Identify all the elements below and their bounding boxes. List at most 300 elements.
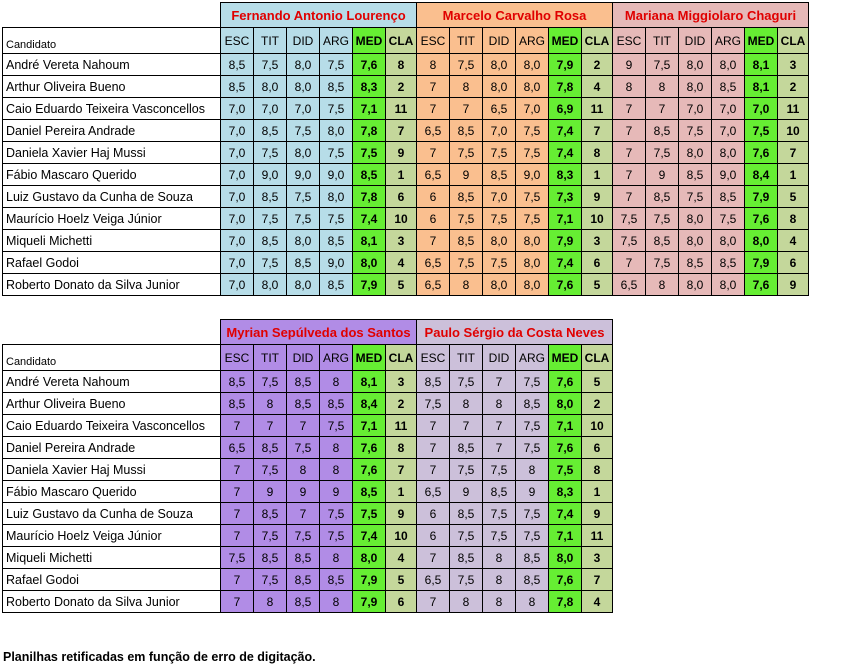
table-row bbox=[3, 142, 809, 164]
score-cell-arg: 8,0 bbox=[516, 252, 549, 274]
candidate-name: Rafael Godoi bbox=[3, 569, 221, 591]
score-cell-esc: 6,5 bbox=[417, 164, 450, 186]
column-header-med: MED bbox=[353, 345, 386, 371]
column-header-med: MED bbox=[353, 28, 386, 54]
score-cell-esc: 7,0 bbox=[221, 164, 254, 186]
candidate-name: Fábio Mascaro Querido bbox=[3, 164, 221, 186]
score-cell-med: 7,8 bbox=[549, 76, 582, 98]
score-cell-did: 7,5 bbox=[483, 525, 516, 547]
score-cell-med: 7,6 bbox=[353, 54, 386, 76]
score-cell-med: 8,0 bbox=[353, 252, 386, 274]
score-cell-cla: 11 bbox=[386, 415, 417, 437]
score-cell-med: 7,6 bbox=[745, 208, 778, 230]
table-row bbox=[3, 415, 613, 437]
scores-table-2 bbox=[2, 319, 613, 613]
column-header-esc: ESC bbox=[417, 28, 450, 54]
score-cell-cla: 9 bbox=[386, 503, 417, 525]
score-cell-did: 7,5 bbox=[483, 503, 516, 525]
score-cell-tit: 7,5 bbox=[646, 208, 679, 230]
column-header-did: DID bbox=[679, 28, 712, 54]
score-cell-arg: 7,5 bbox=[320, 525, 353, 547]
score-cell-tit: 8,5 bbox=[254, 547, 287, 569]
score-cell-med: 8,0 bbox=[549, 393, 582, 415]
score-cell-did: 8,5 bbox=[287, 547, 320, 569]
column-header-arg: ARG bbox=[516, 28, 549, 54]
score-cell-tit: 7,5 bbox=[646, 142, 679, 164]
score-cell-did: 8 bbox=[483, 393, 516, 415]
score-cell-esc: 8,5 bbox=[221, 76, 254, 98]
score-cell-did: 8,0 bbox=[287, 274, 320, 296]
score-cell-arg: 7,5 bbox=[516, 208, 549, 230]
table-row bbox=[3, 230, 809, 252]
score-cell-tit: 8,5 bbox=[254, 186, 287, 208]
judge-header: Marcelo Carvalho Rosa bbox=[417, 3, 613, 28]
score-cell-tit: 7,5 bbox=[254, 569, 287, 591]
score-cell-tit: 8 bbox=[254, 393, 287, 415]
candidate-column-header: Candidato bbox=[3, 345, 221, 371]
score-cell-tit: 8,5 bbox=[646, 186, 679, 208]
judge-header: Myrian Sepúlveda dos Santos bbox=[221, 320, 417, 345]
score-cell-esc: 6,5 bbox=[417, 569, 450, 591]
score-cell-esc: 7 bbox=[221, 481, 254, 503]
score-cell-cla: 4 bbox=[582, 76, 613, 98]
score-cell-arg: 8 bbox=[320, 437, 353, 459]
score-cell-med: 7,5 bbox=[745, 120, 778, 142]
score-cell-arg: 7,5 bbox=[516, 186, 549, 208]
candidate-name: Caio Eduardo Teixeira Vasconcellos bbox=[3, 415, 221, 437]
score-cell-cla: 11 bbox=[582, 525, 613, 547]
table-row bbox=[3, 120, 809, 142]
score-cell-did: 6,5 bbox=[483, 98, 516, 120]
score-cell-tit: 7,5 bbox=[254, 371, 287, 393]
score-cell-arg: 9,0 bbox=[516, 164, 549, 186]
candidate-name: Daniel Pereira Andrade bbox=[3, 437, 221, 459]
score-cell-med: 7,6 bbox=[745, 142, 778, 164]
score-cell-tit: 7,5 bbox=[254, 252, 287, 274]
score-cell-med: 7,9 bbox=[549, 54, 582, 76]
score-cell-arg: 9 bbox=[516, 481, 549, 503]
column-header-tit: TIT bbox=[254, 28, 287, 54]
score-cell-med: 7,4 bbox=[549, 503, 582, 525]
score-cell-did: 7,5 bbox=[679, 120, 712, 142]
score-cell-cla: 8 bbox=[582, 459, 613, 481]
score-cell-arg: 7,5 bbox=[516, 437, 549, 459]
score-cell-tit: 9 bbox=[450, 164, 483, 186]
blank-corner bbox=[3, 3, 221, 28]
candidate-name: Miqueli Michetti bbox=[3, 547, 221, 569]
score-cell-arg: 9,0 bbox=[712, 164, 745, 186]
table-row bbox=[3, 274, 809, 296]
score-cell-tit: 8,5 bbox=[646, 120, 679, 142]
score-cell-arg: 9 bbox=[320, 481, 353, 503]
score-cell-cla: 5 bbox=[778, 186, 809, 208]
score-cell-esc: 6,5 bbox=[417, 252, 450, 274]
score-cell-cla: 2 bbox=[386, 76, 417, 98]
score-cell-med: 8,4 bbox=[353, 393, 386, 415]
score-cell-med: 7,6 bbox=[549, 437, 582, 459]
score-cell-arg: 8,5 bbox=[320, 274, 353, 296]
score-cell-esc: 7,0 bbox=[221, 274, 254, 296]
score-cell-cla: 4 bbox=[386, 547, 417, 569]
score-cell-esc: 7 bbox=[417, 437, 450, 459]
score-cell-did: 8,5 bbox=[287, 371, 320, 393]
score-cell-did: 8,5 bbox=[287, 569, 320, 591]
score-cell-arg: 8,5 bbox=[712, 76, 745, 98]
table-row bbox=[3, 503, 613, 525]
score-cell-med: 7,1 bbox=[549, 415, 582, 437]
table-row bbox=[3, 569, 613, 591]
score-cell-med: 7,9 bbox=[353, 569, 386, 591]
score-cell-esc: 6 bbox=[417, 503, 450, 525]
score-cell-cla: 3 bbox=[386, 230, 417, 252]
table-row bbox=[3, 98, 809, 120]
score-cell-did: 8,0 bbox=[679, 208, 712, 230]
score-cell-tit: 8 bbox=[450, 274, 483, 296]
score-cell-tit: 8 bbox=[646, 274, 679, 296]
candidate-name: Daniela Xavier Haj Mussi bbox=[3, 459, 221, 481]
score-cell-cla: 1 bbox=[582, 164, 613, 186]
score-cell-did: 7 bbox=[287, 415, 320, 437]
score-cell-arg: 7,5 bbox=[516, 142, 549, 164]
score-cell-arg: 8,5 bbox=[320, 76, 353, 98]
score-cell-cla: 9 bbox=[386, 142, 417, 164]
score-cell-did: 7,5 bbox=[287, 208, 320, 230]
score-cell-med: 7,5 bbox=[549, 459, 582, 481]
score-cell-tit: 8,5 bbox=[450, 186, 483, 208]
score-cell-tit: 7,5 bbox=[646, 54, 679, 76]
score-cell-med: 7,0 bbox=[745, 98, 778, 120]
score-cell-arg: 8 bbox=[320, 371, 353, 393]
score-cell-arg: 8,5 bbox=[516, 569, 549, 591]
score-cell-cla: 7 bbox=[386, 120, 417, 142]
score-cell-med: 7,9 bbox=[353, 591, 386, 613]
score-cell-esc: 8 bbox=[417, 54, 450, 76]
score-cell-esc: 7,5 bbox=[613, 208, 646, 230]
score-cell-tit: 8,5 bbox=[450, 547, 483, 569]
column-header-arg: ARG bbox=[516, 345, 549, 371]
score-cell-did: 9,0 bbox=[287, 164, 320, 186]
score-cell-tit: 7,5 bbox=[450, 54, 483, 76]
score-cell-did: 8,0 bbox=[287, 76, 320, 98]
column-header-cla: CLA bbox=[582, 345, 613, 371]
score-cell-tit: 8,5 bbox=[254, 120, 287, 142]
score-cell-esc: 7,0 bbox=[221, 186, 254, 208]
score-cell-esc: 8 bbox=[613, 76, 646, 98]
score-cell-arg: 8,5 bbox=[516, 547, 549, 569]
score-cell-arg: 7,5 bbox=[320, 142, 353, 164]
candidate-name: Luiz Gustavo da Cunha de Souza bbox=[3, 503, 221, 525]
score-cell-esc: 7 bbox=[613, 142, 646, 164]
candidate-name: Miqueli Michetti bbox=[3, 230, 221, 252]
score-cell-tit: 8,5 bbox=[450, 503, 483, 525]
score-cell-cla: 5 bbox=[582, 371, 613, 393]
score-cell-cla: 5 bbox=[582, 274, 613, 296]
score-cell-esc: 6,5 bbox=[221, 437, 254, 459]
score-cell-tit: 8,5 bbox=[646, 230, 679, 252]
score-cell-arg: 8,0 bbox=[516, 54, 549, 76]
score-cell-tit: 7 bbox=[254, 415, 287, 437]
score-cell-esc: 7 bbox=[417, 142, 450, 164]
score-cell-cla: 2 bbox=[778, 76, 809, 98]
score-cell-did: 7 bbox=[483, 437, 516, 459]
score-cell-med: 7,1 bbox=[353, 98, 386, 120]
candidate-name: Roberto Donato da Silva Junior bbox=[3, 274, 221, 296]
column-header-esc: ESC bbox=[417, 345, 450, 371]
score-cell-arg: 8 bbox=[320, 547, 353, 569]
table-row bbox=[3, 371, 613, 393]
score-cell-cla: 5 bbox=[386, 274, 417, 296]
score-cell-esc: 7,0 bbox=[221, 230, 254, 252]
score-cell-esc: 7,5 bbox=[417, 393, 450, 415]
score-cell-did: 8,5 bbox=[287, 393, 320, 415]
score-cell-tit: 9 bbox=[254, 481, 287, 503]
column-header-tit: TIT bbox=[646, 28, 679, 54]
score-cell-cla: 10 bbox=[582, 208, 613, 230]
score-cell-did: 8,0 bbox=[483, 274, 516, 296]
score-cell-tit: 8,5 bbox=[450, 120, 483, 142]
score-cell-arg: 7,5 bbox=[712, 208, 745, 230]
column-header-tit: TIT bbox=[450, 345, 483, 371]
candidate-name: Luiz Gustavo da Cunha de Souza bbox=[3, 186, 221, 208]
score-cell-arg: 8,5 bbox=[320, 393, 353, 415]
score-cell-tit: 8,5 bbox=[450, 437, 483, 459]
score-cell-esc: 6,5 bbox=[613, 274, 646, 296]
score-cell-did: 7,5 bbox=[483, 142, 516, 164]
column-header-cla: CLA bbox=[386, 28, 417, 54]
score-cell-cla: 2 bbox=[582, 393, 613, 415]
score-cell-did: 8 bbox=[483, 569, 516, 591]
score-cell-did: 7 bbox=[287, 503, 320, 525]
score-cell-med: 7,8 bbox=[353, 120, 386, 142]
score-cell-cla: 3 bbox=[582, 230, 613, 252]
table-row bbox=[3, 252, 809, 274]
score-cell-tit: 8 bbox=[254, 591, 287, 613]
score-cell-did: 7,5 bbox=[287, 186, 320, 208]
judge-header: Mariana Miggiolaro Chaguri bbox=[613, 3, 809, 28]
score-cell-esc: 7,5 bbox=[613, 230, 646, 252]
table-row bbox=[3, 208, 809, 230]
score-cell-cla: 6 bbox=[778, 252, 809, 274]
score-cell-tit: 7,5 bbox=[254, 459, 287, 481]
table-row bbox=[3, 186, 809, 208]
score-cell-med: 7,1 bbox=[549, 525, 582, 547]
candidate-name: André Vereta Nahoum bbox=[3, 54, 221, 76]
score-cell-tit: 7,5 bbox=[450, 569, 483, 591]
score-cell-cla: 5 bbox=[386, 569, 417, 591]
score-cell-cla: 9 bbox=[778, 274, 809, 296]
score-cell-did: 7,5 bbox=[287, 437, 320, 459]
score-cell-cla: 4 bbox=[582, 591, 613, 613]
score-cell-cla: 4 bbox=[386, 252, 417, 274]
score-cell-cla: 7 bbox=[386, 459, 417, 481]
table-row bbox=[3, 54, 809, 76]
judge-header: Paulo Sérgio da Costa Neves bbox=[417, 320, 613, 345]
score-cell-esc: 7 bbox=[221, 569, 254, 591]
column-header-did: DID bbox=[483, 345, 516, 371]
score-cell-tit: 7,5 bbox=[254, 525, 287, 547]
candidate-name: Maurício Hoelz Veiga Júnior bbox=[3, 525, 221, 547]
candidate-name: Daniela Xavier Haj Mussi bbox=[3, 142, 221, 164]
score-cell-cla: 7 bbox=[582, 120, 613, 142]
score-cell-arg: 8,0 bbox=[712, 230, 745, 252]
score-cell-did: 8,5 bbox=[483, 164, 516, 186]
score-cell-esc: 6,5 bbox=[417, 481, 450, 503]
score-cell-esc: 7 bbox=[417, 459, 450, 481]
score-cell-esc: 8,5 bbox=[221, 393, 254, 415]
score-cell-esc: 7,0 bbox=[221, 142, 254, 164]
score-cell-cla: 6 bbox=[582, 437, 613, 459]
score-cell-cla: 7 bbox=[582, 569, 613, 591]
score-cell-arg: 8,0 bbox=[320, 120, 353, 142]
score-cell-tit: 7,5 bbox=[450, 525, 483, 547]
score-cell-arg: 8,0 bbox=[712, 54, 745, 76]
score-cell-med: 8,1 bbox=[745, 54, 778, 76]
score-cell-med: 7,4 bbox=[353, 525, 386, 547]
score-cell-did: 8,5 bbox=[679, 252, 712, 274]
score-cell-did: 7,5 bbox=[483, 208, 516, 230]
score-cell-arg: 8 bbox=[320, 459, 353, 481]
score-cell-tit: 7 bbox=[450, 98, 483, 120]
candidate-column-header: Candidato bbox=[3, 28, 221, 54]
score-cell-med: 7,4 bbox=[549, 142, 582, 164]
score-cell-cla: 3 bbox=[582, 547, 613, 569]
score-cell-med: 8,5 bbox=[353, 481, 386, 503]
score-cell-tit: 8,5 bbox=[254, 437, 287, 459]
score-cell-did: 7,5 bbox=[679, 186, 712, 208]
score-cell-arg: 8,0 bbox=[712, 274, 745, 296]
score-cell-did: 8,5 bbox=[483, 481, 516, 503]
score-cell-tit: 8,0 bbox=[254, 76, 287, 98]
score-cell-med: 8,4 bbox=[745, 164, 778, 186]
score-cell-esc: 7 bbox=[221, 415, 254, 437]
score-cell-arg: 8,0 bbox=[516, 230, 549, 252]
score-cell-tit: 7,0 bbox=[254, 98, 287, 120]
table-row bbox=[3, 525, 613, 547]
column-header-did: DID bbox=[483, 28, 516, 54]
candidate-name: Daniel Pereira Andrade bbox=[3, 120, 221, 142]
score-cell-med: 8,0 bbox=[745, 230, 778, 252]
score-cell-arg: 7,5 bbox=[516, 525, 549, 547]
score-cell-med: 7,3 bbox=[549, 186, 582, 208]
score-cell-cla: 6 bbox=[386, 591, 417, 613]
score-cell-med: 7,6 bbox=[745, 274, 778, 296]
score-cell-arg: 8 bbox=[516, 459, 549, 481]
score-cell-arg: 7,5 bbox=[320, 98, 353, 120]
score-cell-cla: 9 bbox=[582, 186, 613, 208]
score-cell-did: 7,0 bbox=[287, 98, 320, 120]
score-cell-esc: 7,0 bbox=[221, 252, 254, 274]
score-cell-cla: 9 bbox=[582, 503, 613, 525]
score-cell-cla: 11 bbox=[582, 98, 613, 120]
score-cell-did: 8 bbox=[287, 459, 320, 481]
column-header-med: MED bbox=[549, 345, 582, 371]
column-header-did: DID bbox=[287, 28, 320, 54]
score-cell-tit: 8,5 bbox=[450, 230, 483, 252]
score-cell-tit: 7 bbox=[450, 415, 483, 437]
score-cell-did: 8,0 bbox=[483, 76, 516, 98]
score-cell-esc: 7 bbox=[417, 98, 450, 120]
score-cell-cla: 6 bbox=[582, 252, 613, 274]
score-cell-did: 7 bbox=[483, 371, 516, 393]
score-cell-tit: 9,0 bbox=[254, 164, 287, 186]
score-cell-tit: 7 bbox=[646, 98, 679, 120]
column-header-tit: TIT bbox=[450, 28, 483, 54]
score-cell-arg: 8,0 bbox=[516, 274, 549, 296]
score-cell-tit: 7,5 bbox=[450, 371, 483, 393]
score-cell-cla: 7 bbox=[778, 142, 809, 164]
score-cell-arg: 9,0 bbox=[320, 164, 353, 186]
score-cell-tit: 9 bbox=[450, 481, 483, 503]
score-cell-esc: 6 bbox=[417, 525, 450, 547]
column-header-cla: CLA bbox=[582, 28, 613, 54]
score-cell-cla: 10 bbox=[778, 120, 809, 142]
score-cell-arg: 7,5 bbox=[516, 371, 549, 393]
column-header-cla: CLA bbox=[778, 28, 809, 54]
score-cell-did: 8,0 bbox=[483, 54, 516, 76]
scores-table-1 bbox=[2, 2, 809, 296]
score-cell-arg: 8,5 bbox=[712, 186, 745, 208]
score-cell-esc: 7,0 bbox=[221, 98, 254, 120]
score-cell-did: 7,0 bbox=[483, 186, 516, 208]
table-row bbox=[3, 393, 613, 415]
candidate-name: Roberto Donato da Silva Junior bbox=[3, 591, 221, 613]
score-cell-cla: 10 bbox=[386, 525, 417, 547]
score-cell-did: 7,0 bbox=[483, 120, 516, 142]
score-cell-cla: 1 bbox=[386, 481, 417, 503]
score-cell-cla: 1 bbox=[582, 481, 613, 503]
score-cell-med: 8,5 bbox=[353, 164, 386, 186]
score-cell-cla: 8 bbox=[386, 54, 417, 76]
score-cell-med: 7,4 bbox=[549, 252, 582, 274]
score-cell-did: 7,0 bbox=[679, 98, 712, 120]
score-cell-esc: 7,0 bbox=[221, 120, 254, 142]
score-cell-arg: 7,5 bbox=[320, 415, 353, 437]
judge-header: Fernando Antonio Lourenço bbox=[221, 3, 417, 28]
score-cell-med: 8,3 bbox=[549, 481, 582, 503]
score-cell-tit: 8,5 bbox=[254, 230, 287, 252]
score-cell-arg: 8,0 bbox=[516, 76, 549, 98]
table-row bbox=[3, 76, 809, 98]
score-cell-cla: 2 bbox=[582, 54, 613, 76]
column-header-med: MED bbox=[745, 28, 778, 54]
score-cell-tit: 7,5 bbox=[646, 252, 679, 274]
score-cell-esc: 7,5 bbox=[221, 547, 254, 569]
score-cell-arg: 8,5 bbox=[320, 569, 353, 591]
score-cell-cla: 10 bbox=[386, 208, 417, 230]
score-cell-cla: 3 bbox=[778, 54, 809, 76]
score-cell-esc: 7 bbox=[221, 503, 254, 525]
score-cell-did: 8,0 bbox=[287, 230, 320, 252]
score-cell-arg: 8,5 bbox=[712, 252, 745, 274]
score-cell-esc: 7 bbox=[613, 120, 646, 142]
score-cell-did: 8,5 bbox=[287, 252, 320, 274]
score-cell-arg: 7,5 bbox=[516, 415, 549, 437]
score-cell-did: 8 bbox=[483, 547, 516, 569]
score-cell-med: 8,3 bbox=[549, 164, 582, 186]
score-cell-did: 8,0 bbox=[287, 54, 320, 76]
score-cell-arg: 7,0 bbox=[712, 120, 745, 142]
column-header-esc: ESC bbox=[221, 345, 254, 371]
score-cell-med: 8,3 bbox=[353, 76, 386, 98]
score-cell-med: 7,5 bbox=[353, 503, 386, 525]
score-cell-did: 8,0 bbox=[679, 274, 712, 296]
score-cell-med: 7,8 bbox=[353, 186, 386, 208]
table-row bbox=[3, 481, 613, 503]
score-cell-cla: 2 bbox=[386, 393, 417, 415]
score-cell-cla: 4 bbox=[778, 230, 809, 252]
score-cell-esc: 7 bbox=[221, 525, 254, 547]
column-header-tit: TIT bbox=[254, 345, 287, 371]
